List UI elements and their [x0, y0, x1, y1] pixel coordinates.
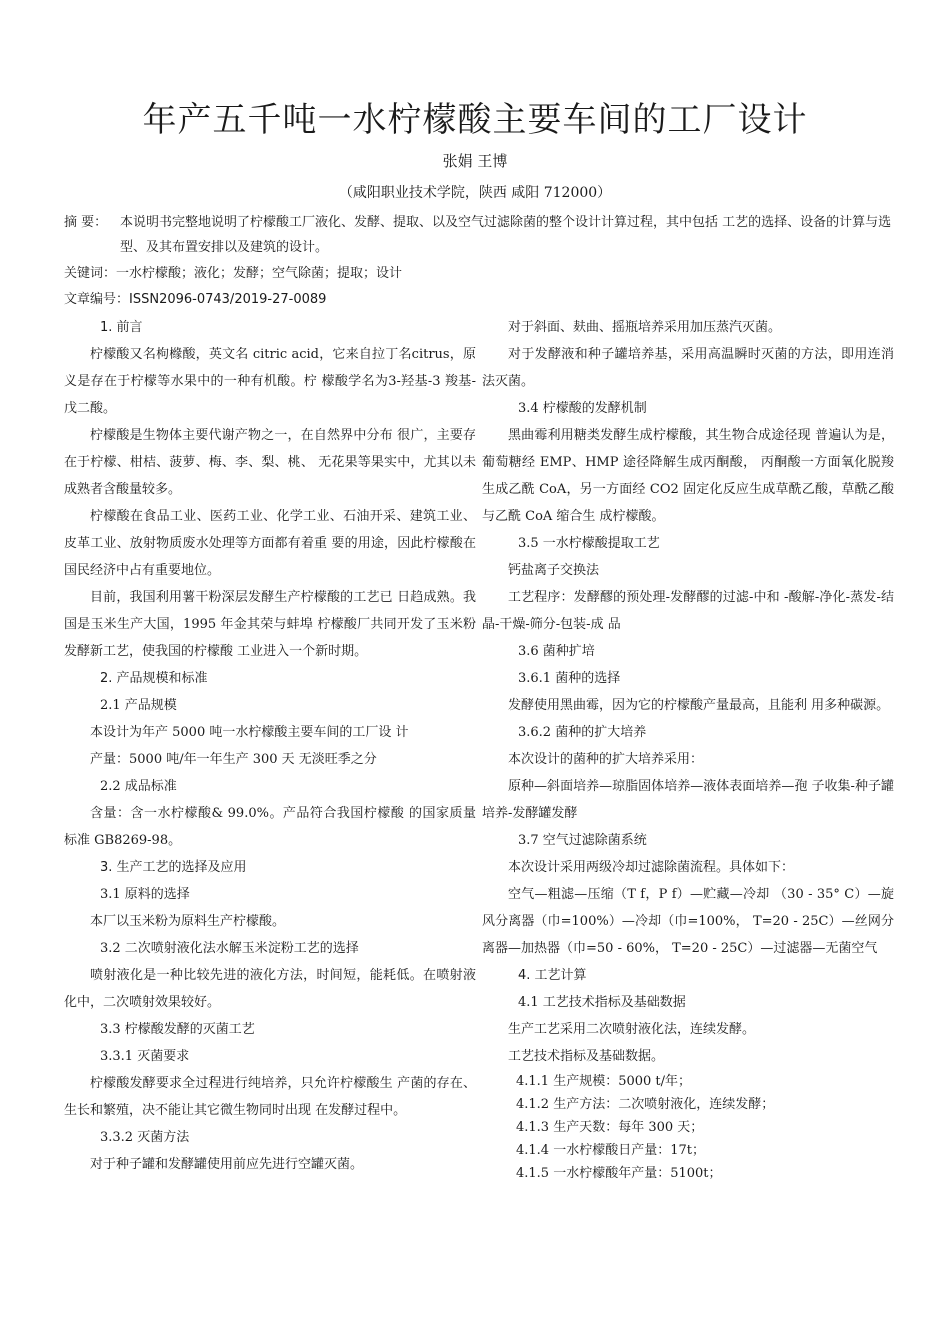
right-column: [482, 314, 894, 1185]
subsection-heading: 4.1 工艺技术指标及基础数据: [518, 995, 686, 1010]
subsection-heading: 3.6.1 菌种的选择: [518, 671, 621, 686]
subsection-heading: 3.7 空气过滤除菌系统: [518, 833, 647, 848]
paragraph: 目前，我国利用薯干粉深层发酵生产柠檬酸的工艺已 日趋成熟。我国是玉米生产大国，1995 年金其荣与蚌埠 柠檬酸厂共同开发了玉米粉发酵新工艺，使我国的柠檬酸 工业进入一个新时期。: [64, 590, 476, 659]
subsection-heading: 3.6 菌种扩培: [518, 644, 595, 659]
section-heading: 4. 工艺计算: [518, 968, 587, 983]
article-number: [64, 288, 326, 307]
paragraph: 柠檬酸是生物体主要代谢产物之一，在自然界中分布 很广，主要存在于柠檬、柑桔、菠萝、梅、李、梨、桃、 无花果等果实中，尤其以未成熟者含酸量较多。: [64, 428, 476, 497]
paragraph: 工艺技术指标及基础数据。: [508, 1049, 665, 1064]
paragraph: 工艺程序：发酵醪的预处理-发酵醪的过滤-中和 -酸解-净化-蒸发-结晶-干燥-筛分-包装-成 品: [482, 590, 894, 632]
paragraph: 本次设计的菌种的扩大培养采用：: [508, 752, 704, 767]
subsection-heading: 2.1 产品规模: [100, 698, 177, 713]
paragraph: 本设计为年产 5000 吨一水柠檬酸主要车间的工厂设 计: [90, 725, 409, 740]
paragraph: 对于斜面、麸曲、摇瓶培养采用加压蒸汽灭菌。: [508, 320, 782, 335]
section-heading: 2. 产品规模和标准: [100, 671, 208, 686]
paragraph: 产量：5000 吨/年一年生产 300 天 无淡旺季之分: [90, 752, 377, 767]
affiliation: （咸阳职业技术学院，陕西 咸阳 712000）: [338, 185, 612, 201]
paragraph: 4.1.4 一水柠檬酸日产量：17t；: [516, 1143, 705, 1158]
subsection-heading: 3.5 一水柠檬酸提取工艺: [518, 536, 660, 551]
keywords: [64, 262, 402, 281]
paragraph: 喷射液化是一种比较先进的液化方法，时间短，能耗低。在喷射液化中，二次喷射效果较好。: [64, 968, 476, 1010]
paragraph: 钙盐离子交换法: [508, 563, 600, 578]
subsection-heading: 2.2 成品标准: [100, 779, 177, 794]
abstract-text: 本说明书完整地说明了柠檬酸工厂液化、发酵、提取、以及空气过滤除菌的整个设计计算过程，其中包括 工艺的选择、设备的计算与选型、及其布置安排以及建筑的设计。: [120, 215, 892, 255]
paragraph: 4.1.2 生产方法：二次喷射液化，连续发酵；: [516, 1097, 775, 1112]
left-column: [64, 314, 476, 1178]
keywords-label: 关键词：: [64, 266, 117, 281]
paragraph: 柠檬酸在食品工业、医药工业、化学工业、石油开采、建筑工业、皮革工业、放射物质废水处理等方面都有着重 要的用途，因此柠檬酸在国民经济中占有重要地位。: [64, 509, 476, 578]
subsection-heading: 3.1 原料的选择: [100, 887, 190, 902]
paragraph: 4.1.1 生产规模：5000 t/年；: [516, 1074, 692, 1089]
paragraph: 生产工艺采用二次喷射液化法，连续发酵。: [508, 1022, 756, 1037]
paragraph: 柠檬酸又名枸橼酸，英文名 citric acid，它来自拉丁名citrus，原义是存在于柠檬等水果中的一种有机酸。柠 檬酸学名为3-羟基-3 羧基-戊二酸。: [64, 347, 476, 416]
paragraph: 4.1.5 一水柠檬酸年产量：5100t；: [516, 1166, 722, 1181]
paragraph: 4.1.3 生产天数：每年 300 天；: [516, 1120, 704, 1135]
paragraph: 本厂以玉米粉为原料生产柠檬酸。: [90, 914, 286, 929]
subsection-heading: 3.3.2 灭菌方法: [100, 1130, 190, 1145]
abstract: [64, 210, 894, 255]
paragraph: 柠檬酸发酵要求全过程进行纯培养，只允许柠檬酸生 产菌的存在、生长和繁殖，决不能让其它微生物同时出现 在发酵过程中。: [64, 1076, 476, 1118]
subsection-heading: 3.3 柠檬酸发酵的灭菌工艺: [100, 1022, 255, 1037]
abstract-label: 摘 要：: [64, 215, 108, 230]
paragraph: 对于发酵液和种子罐培养基，采用高温瞬时灭菌的方法，即用连消法灭菌。: [482, 347, 894, 389]
article-number-label: 文章编号：: [64, 292, 130, 307]
paragraph: 发酵使用黑曲霉，因为它的柠檬酸产量最高，且能利 用多种碳源。: [508, 698, 890, 713]
article-number-text: ISSN2096-0743/2019-27-0089: [129, 292, 327, 307]
paragraph: 空气—粗滤—压缩（T f，P f）—贮藏—冷却 （30 - 35° C）—旋风分离器（巾=100%）—冷却（巾=100%， T=20 - 25C）—丝网分离器—加热器（巾=50 - 60%， T=20 - 25C）—过滤器—无菌空气: [482, 887, 894, 956]
paragraph: 黑曲霉利用糖类发酵生成柠檬酸，其生物合成途径现 普遍认为是，葡萄糖经 EMP、HMP 途径降解生成丙酮酸， 丙酮酸一方面氧化脱羧生成乙酰 CoA，另一方面经 CO2 固定化反应生成草酰乙酸，草酰乙酸与乙酰 CoA 缩合生 成柠檬酸。: [482, 428, 894, 524]
authors: 张娟 王博: [442, 152, 508, 170]
subsection-heading: 3.6.2 菌种的扩大培养: [518, 725, 647, 740]
paragraph: 对于种子罐和发酵罐使用前应先进行空罐灭菌。: [90, 1157, 364, 1172]
paragraph: 本次设计采用两级冷却过滤除菌流程。具体如下：: [508, 860, 795, 875]
subsection-heading: 3.3.1 灭菌要求: [100, 1049, 190, 1064]
keywords-text: 一水柠檬酸；液化；发酵；空气除菌；提取；设计: [116, 266, 403, 281]
section-heading: 1. 前言: [100, 320, 143, 335]
paragraph: 含量：含一水柠檬酸& 99.0%。产品符合我国柠檬酸 的国家质量标准 GB8269-98。: [64, 806, 476, 848]
section-heading: 3. 生产工艺的选择及应用: [100, 860, 247, 875]
paragraph: 原种—斜面培养—琼脂固体培养—液体表面培养—孢 子收集-种子罐培养-发酵罐发酵: [482, 779, 894, 821]
paper-title: 年产五千吨一水柠檬酸主要车间的工厂设计: [142, 100, 808, 140]
subsection-heading: 3.4 柠檬酸的发酵机制: [518, 401, 647, 416]
subsection-heading: 3.2 二次喷射液化法水解玉米淀粉工艺的选择: [100, 941, 359, 956]
